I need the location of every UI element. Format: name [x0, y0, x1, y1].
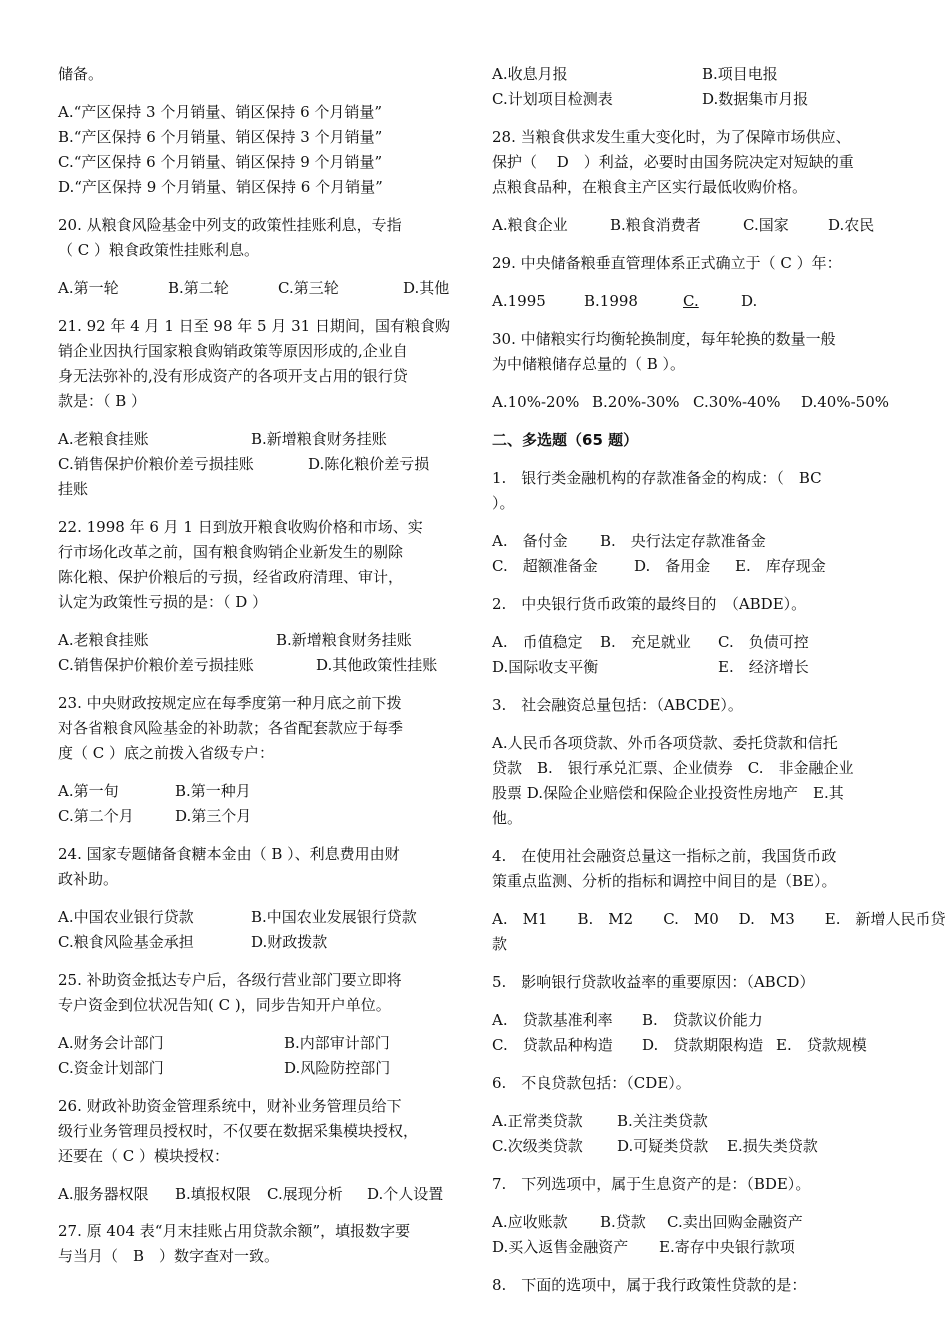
question-line: 行市场化改革之前，国有粮食购销企业新发生的剔除: [58, 543, 404, 561]
option: A.粮食企业: [492, 216, 568, 234]
section-heading: 二、多选题（65 题）: [492, 431, 639, 449]
question-line: ）。: [492, 494, 515, 512]
option: B.新增粮食财务挂账: [276, 631, 412, 649]
question-m5: 5. 影响银行贷款收益率的重要原因：（ABCD）: [492, 973, 815, 991]
option: B.粮食消费者: [610, 216, 701, 234]
option: A.1995: [492, 292, 546, 310]
option: B.第二轮: [168, 279, 229, 297]
question-29: 29. 中央储备粮垂直管理体系正式确立于（ C ）年：: [492, 254, 842, 272]
option-line: 款: [492, 935, 508, 953]
option: C. 负债可控: [718, 633, 809, 651]
options-row: [58, 779, 463, 804]
option: E.损失类贷款: [727, 1137, 818, 1155]
question-28: 28. 当粮食供求发生重大变化时，为了保障市场供应、: [492, 128, 851, 146]
options-row: [58, 930, 463, 955]
option-line: C.“产区保持 6 个月销量、销区保持 9 个月销量”: [58, 153, 383, 171]
question-m1: 1. 银行类金融机构的存款准备金的构成：（ BC: [492, 469, 822, 487]
options-row: [58, 427, 463, 452]
option: B.新增粮食财务挂账: [251, 430, 387, 448]
option: B.项目电报: [702, 65, 778, 83]
right-column: [492, 62, 946, 1298]
options-row: [492, 554, 897, 579]
question-line: 身无法弥补的,没有形成资产的各项开支占用的银行贷: [58, 367, 408, 385]
option: E. 贷款规模: [776, 1036, 867, 1054]
options-row: [492, 1109, 897, 1134]
option: A. 贷款基准利率: [492, 1011, 613, 1029]
option-line: D.“产区保持 9 个月销量、销区保持 6 个月销量”: [58, 178, 383, 196]
option: D.第三个月: [175, 807, 252, 825]
option: A.老粮食挂账: [58, 430, 149, 448]
options-row: [58, 276, 463, 301]
option: A.收息月报: [492, 65, 568, 83]
option: E.寄存中央银行款项: [659, 1238, 795, 1256]
option: C.次级类贷款: [492, 1137, 583, 1155]
question-line: 专户资金到位状况告知( C )，同步告知开户单位。: [58, 996, 391, 1014]
option: A.10%-20%: [492, 393, 580, 411]
option: B.20%-30%: [592, 393, 680, 411]
option: D.其他政策性挂账: [316, 656, 438, 674]
question-line: 认定为政策性亏损的是：（ D ）: [58, 593, 268, 611]
option: A. 备付金: [492, 532, 568, 550]
question-20: 20. 从粮食风险基金中列支的政策性挂账利息，专指: [58, 216, 402, 234]
option: B. 充足就业: [600, 633, 691, 651]
question-line: 为中储粮储存总量的（ B ）。: [492, 355, 686, 373]
option: E. 库存现金: [735, 557, 826, 575]
option: C.销售保护价粮价差亏损挂账: [58, 656, 254, 674]
option: D. 贷款期限构造: [642, 1036, 764, 1054]
question-23: 23. 中央财政按规定应在每季度第一种月底之前下拨: [58, 694, 402, 712]
option-line: A.人民币各项贷款、外币各项贷款、委托贷款和信托: [492, 734, 838, 752]
options-row: [492, 655, 897, 680]
option: C. 超额准备金: [492, 557, 598, 575]
option: C.国家: [743, 216, 789, 234]
question-line: 陈化粮、保护价粮后的亏损，经省政府清理、审计，: [58, 568, 404, 586]
options-row: [58, 1056, 463, 1081]
options-row: [58, 653, 463, 678]
question-line: 对各省粮食风险基金的补助款；各省配套款应于每季: [58, 719, 404, 737]
options-row: [492, 630, 897, 655]
question-line: 级行业务管理员授权时，不仅要在数据采集模块授权，: [58, 1122, 419, 1140]
question-24: 24. 国家专题储备食糖本金由（ B ）、利息费用由财: [58, 845, 400, 863]
question-line: 保护（ D ）利益，必要时由国务院决定对短缺的重: [492, 153, 854, 171]
question-line: 销企业因执行国家粮食购销政策等原因形成的,企业自: [58, 342, 408, 360]
question-m6: 6. 不良贷款包括：（CDE）。: [492, 1074, 691, 1092]
question-m2: 2. 中央银行货币政策的最终目的 （ABDE）。: [492, 595, 807, 613]
question-line: （ C ）粮食政策性挂账利息。: [58, 241, 260, 259]
options-row: [58, 452, 463, 477]
option: C.卖出回购金融资产: [667, 1213, 803, 1231]
option: B.1998: [584, 292, 638, 310]
option: B.第一种月: [175, 782, 251, 800]
question-26: 26. 财政补助资金管理系统中，财补业务管理员给下: [58, 1097, 402, 1115]
question-25: 25. 补助资金抵达专户后，各级行营业部门要立即将: [58, 971, 402, 989]
option: A.应收账款: [492, 1213, 568, 1231]
option: B.填报权限: [175, 1185, 251, 1203]
option: A.第一轮: [58, 279, 119, 297]
option-line: A.“产区保持 3 个月销量、销区保持 6 个月销量”: [58, 103, 383, 121]
option: C.: [683, 292, 699, 310]
options-row: [58, 628, 463, 653]
options-row: [492, 1235, 897, 1260]
options-row: [492, 529, 897, 554]
options-row: [58, 1182, 463, 1207]
question-line: 策重点监测、分析的指标和调控中间目的是（BE）。: [492, 872, 837, 890]
question-30: 30. 中储粮实行均衡轮换制度，每年轮换的数量一般: [492, 330, 836, 348]
option: D.风险防控部门: [284, 1059, 391, 1077]
option: A.正常类贷款: [492, 1112, 583, 1130]
options-row: [492, 1134, 897, 1159]
option: D.个人设置: [367, 1185, 444, 1203]
option: B.内部审计部门: [284, 1034, 390, 1052]
question-line: 度（ C ）底之前拨入省级专户：: [58, 744, 275, 762]
option: C.30%-40%: [693, 393, 781, 411]
option: A.中国农业银行贷款: [58, 908, 194, 926]
text-line: 储备。: [58, 65, 104, 83]
left-column: [58, 62, 463, 1269]
options-row: [492, 289, 897, 314]
options-row: [492, 1210, 897, 1235]
option: C.第三轮: [278, 279, 339, 297]
question-line: 还要在（ C ）模块授权：: [58, 1147, 230, 1165]
option-line: 他。: [492, 809, 523, 827]
options-row: [58, 905, 463, 930]
options-row: [58, 804, 463, 829]
option: B. 央行法定存款准备金: [600, 532, 766, 550]
options-row: [492, 390, 897, 415]
option: B.关注类贷款: [617, 1112, 708, 1130]
question-line: 与当月（ B ）数字查对一致。: [58, 1247, 280, 1265]
option: D.40%-50%: [801, 393, 890, 411]
question-line: 款是：（ B ）: [58, 392, 147, 410]
question-m4: 4. 在使用社会融资总量这一指标之前，我国货币政: [492, 847, 837, 865]
question-line: 点粮食品种，在粮食主产区实行最低收购价格。: [492, 178, 808, 196]
options-row: [492, 62, 897, 87]
option: A.第一旬: [58, 782, 119, 800]
option: D.可疑类贷款: [617, 1137, 709, 1155]
option: C. 贷款品种构造: [492, 1036, 613, 1054]
option: D.陈化粮价差亏损: [308, 455, 430, 473]
option: C.销售保护价粮价差亏损挂账: [58, 455, 254, 473]
option: A.老粮食挂账: [58, 631, 149, 649]
option-line: A. M1 B. M2 C. M0 D. M3 E. 新增人民币贷: [492, 910, 946, 928]
option-line: B.“产区保持 6 个月销量、销区保持 3 个月销量”: [58, 128, 383, 146]
option: A.服务器权限: [58, 1185, 149, 1203]
option-line: 贷款 B. 银行承兑汇票、企业债券 C. 非金融企业: [492, 759, 854, 777]
option-line: 挂账: [58, 480, 89, 498]
question-line: 政补助。: [58, 870, 119, 888]
option: C.计划项目检测表: [492, 90, 613, 108]
question-m7: 7. 下列选项中，属于生息资产的是：（BDE）。: [492, 1175, 811, 1193]
option: D. 备用金: [634, 557, 711, 575]
option: D.国际收支平衡: [492, 658, 599, 676]
option: B.贷款: [600, 1213, 646, 1231]
question-22: 22. 1998 年 6 月 1 日到放开粮食收购价格和市场、实: [58, 518, 423, 536]
option: C.展现分析: [267, 1185, 343, 1203]
option-line: 股票 D.保险企业赔偿和保险企业投资性房地产 E.其: [492, 784, 844, 802]
option: A. 币值稳定: [492, 633, 583, 651]
options-row: [492, 213, 897, 238]
option: D.农民: [828, 216, 875, 234]
option: C.粮食风险基金承担: [58, 933, 194, 951]
option: A.财务会计部门: [58, 1034, 164, 1052]
options-row: [492, 1033, 897, 1058]
option: D.买入返售金融资产: [492, 1238, 629, 1256]
question-m3: 3. 社会融资总量包括：（ABCDE）。: [492, 696, 743, 714]
option: D.数据集市月报: [702, 90, 809, 108]
option: C.第二个月: [58, 807, 134, 825]
options-row: [492, 87, 897, 112]
option: B.中国农业发展银行贷款: [251, 908, 417, 926]
option: D.财政拨款: [251, 933, 328, 951]
question-27: 27. 原 404 表“月末挂账占用贷款余额”，填报数字要: [58, 1222, 411, 1240]
question-m8: 8. 下面的选项中，属于我行政策性贷款的是：: [492, 1276, 807, 1294]
option: C.资金计划部门: [58, 1059, 164, 1077]
option: D.其他: [403, 279, 450, 297]
option: E. 经济增长: [718, 658, 809, 676]
options-row: [492, 1008, 897, 1033]
options-row: [58, 1031, 463, 1056]
option: B. 贷款议价能力: [642, 1011, 763, 1029]
option: D.: [741, 292, 758, 310]
question-21: 21. 92 年 4 月 1 日至 98 年 5 月 31 日期间，国有粮食购: [58, 317, 450, 335]
